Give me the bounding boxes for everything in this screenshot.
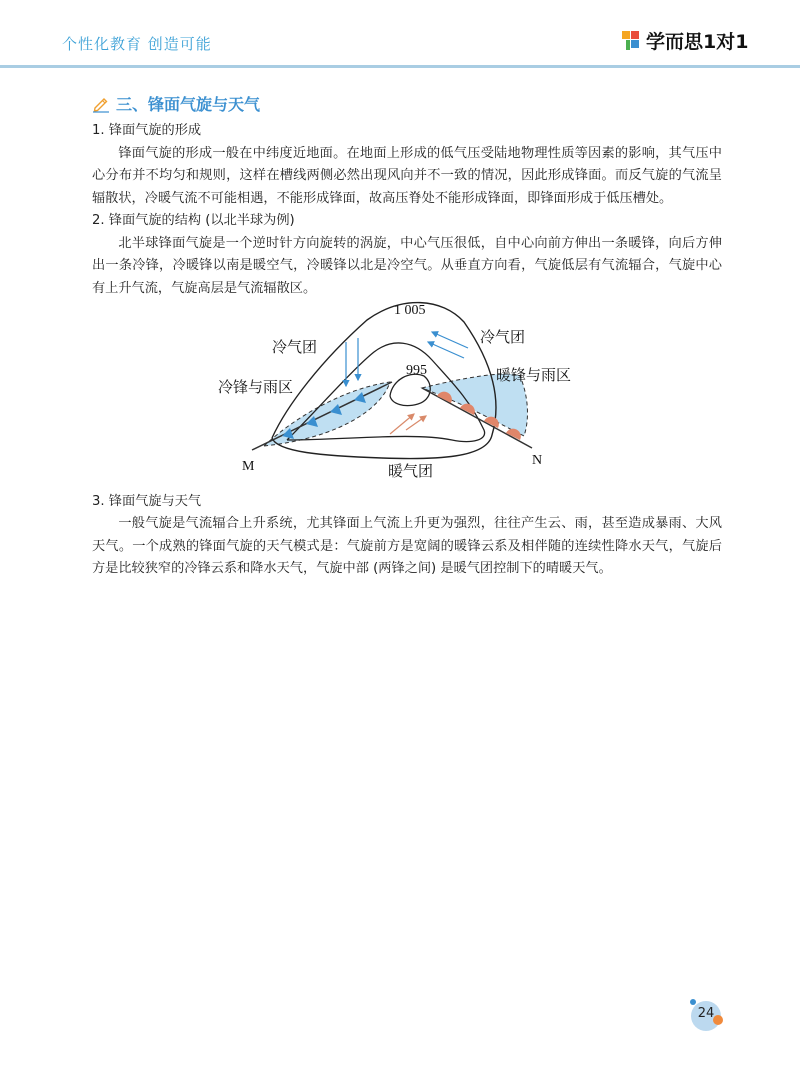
part-2-paragraph: 北半球锋面气旋是一个逆时针方向旋转的涡旋，中心气压很低，自中心向前方伸出一条暖锋，向后方伸出一条冷锋，冷暖锋以南是暖空气，冷暖锋以北是冷空气。从垂直方向看，气旋低层有气流辐合，气旋中心有上升气流，气旋高层是气流辐散区。 [92,235,722,296]
label-cold-front-rain: 冷锋与雨区 [218,378,294,396]
page-number: 24 [697,1006,715,1021]
brand-logo-text: 学而思1对1 [646,30,749,53]
part-1-paragraph: 锋面气旋的形成一般在中纬度近地面。在地面上形成的低气压受陆地物理性质等因素的影响，其气压中心分布并不均匀和规则，这样在槽线两侧必然出现风向并不一致的情况，因此形成锋面。而反气旋的气流呈辐散状，冷暖气流不可能相遇，不能形成锋面，故高压脊处不能形成锋面，即锋面形成于低压槽处。 [92,145,722,206]
article-body [92,120,722,581]
label-isobar-1005: 1 005 [394,303,426,318]
frontal-cyclone-diagram [92,300,722,482]
warm-air-arrow [390,414,414,434]
pencil-icon [92,95,110,113]
part-3-paragraph: 一般气旋是气流辐合上升系统，尤其锋面上气流上升更为强烈，往往产生云、雨，甚至造成暴雨、大风天气。一个成熟的锋面气旋的天气模式是：气旋前方是宽阔的暖锋云系及相伴随的连续性降水天气，气旋后方是比较狭窄的冷锋云系和降水天气，气旋中部 (两锋之间) 是暖气团控制下的晴暖天气。 [92,516,722,576]
section-title [92,92,260,115]
header-divider [0,65,800,68]
part-2-heading: 2. 锋面气旋的结构 (以北半球为例) [92,213,295,228]
brand-logo [622,28,748,52]
label-cold-air-left: 冷气团 [272,338,318,356]
label-point-m: M [242,459,255,474]
label-warm-front-rain: 暖锋与雨区 [496,366,572,384]
label-point-n: N [532,453,543,468]
section-title-text: 三、锋面气旋与天气 [116,95,261,114]
page-header [0,0,800,68]
part-3-heading: 3. 锋面气旋与天气 [92,493,202,509]
header-slogan: 个性化教育 创造可能 [62,35,212,53]
brand-logo-icon [622,29,642,51]
label-warm-air: 暖气团 [388,462,434,480]
label-cold-air-right: 冷气团 [480,328,526,346]
part-1-heading: 1. 锋面气旋的形成 [92,123,202,138]
label-isobar-995: 995 [406,363,427,378]
